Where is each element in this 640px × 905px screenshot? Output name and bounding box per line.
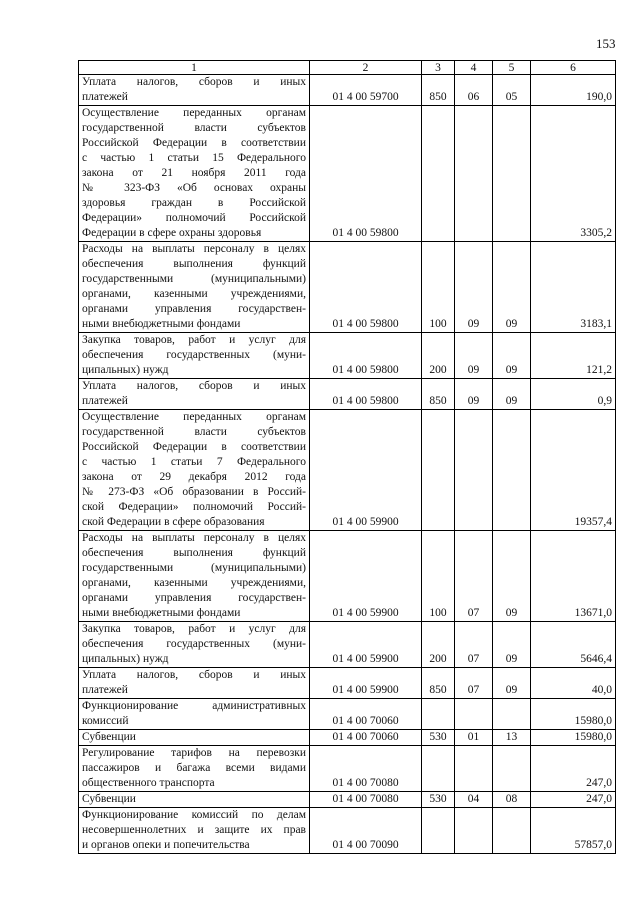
expense-name-line: ской Федерации в сфере образования xyxy=(82,516,265,528)
expense-name-cell xyxy=(79,699,310,730)
expense-type-cell xyxy=(422,410,455,531)
section-cell: 07 xyxy=(455,622,493,668)
subsection-cell: 09 xyxy=(493,379,531,410)
amount-cell: 40,0 xyxy=(531,668,616,699)
expense-name-line: органами, казенными учреждениями, xyxy=(82,288,306,300)
subsection-cell xyxy=(493,699,531,730)
table-row xyxy=(79,410,616,531)
expense-name-line: органами, казенными учреждениями, xyxy=(82,577,306,589)
expense-type-cell: 850 xyxy=(422,668,455,699)
expense-name-line: Расходы на выплаты персоналу в целях xyxy=(82,243,306,255)
amount-cell: 57857,0 xyxy=(531,808,616,854)
section-cell: 06 xyxy=(455,75,493,106)
expense-name-line: органами управления государствен- xyxy=(82,592,306,604)
expense-name-line: государственной власти субъектов xyxy=(82,426,306,438)
section-cell: 04 xyxy=(455,792,493,808)
expense-name-line: Субвенции xyxy=(82,731,136,743)
table-row xyxy=(79,622,616,668)
target-code-cell: 01 4 00 59900 xyxy=(310,622,422,668)
header-col-1: 1 xyxy=(79,61,310,75)
expense-name-line: Федерации в сфере охраны здоровья xyxy=(82,227,262,239)
amount-cell: 15980,0 xyxy=(531,699,616,730)
table-row xyxy=(79,792,616,808)
expense-name-line: Осуществление переданных органам xyxy=(82,107,306,119)
expense-name-line: Закупка товаров, работ и услуг для xyxy=(82,623,306,635)
expense-name-line: несовершеннолетних и защите их прав xyxy=(82,824,306,836)
expense-name-line: здоровья граждан в Российской xyxy=(82,197,306,209)
expense-name-cell xyxy=(79,531,310,622)
expense-type-cell: 100 xyxy=(422,531,455,622)
target-code-cell: 01 4 00 59900 xyxy=(310,531,422,622)
section-cell: 07 xyxy=(455,531,493,622)
header-col-2: 2 xyxy=(310,61,422,75)
section-cell xyxy=(455,699,493,730)
expense-name-line: ными внебюджетными фондами xyxy=(82,318,241,330)
expense-name-line: закона от 21 ноября 2011 года xyxy=(82,167,306,179)
expense-name-line: обеспечения государственных (муни- xyxy=(82,638,306,650)
section-cell: 09 xyxy=(455,333,493,379)
amount-cell: 19357,4 xyxy=(531,410,616,531)
section-cell: 09 xyxy=(455,379,493,410)
subsection-cell xyxy=(493,410,531,531)
subsection-cell xyxy=(493,106,531,242)
expense-name-line: государственной власти субъектов xyxy=(82,122,306,134)
expense-name-line: обеспечения государственных (муни- xyxy=(82,349,306,361)
subsection-cell: 09 xyxy=(493,242,531,333)
expense-name-line: Функционирование комиссий по делам xyxy=(82,809,306,821)
amount-cell: 0,9 xyxy=(531,379,616,410)
expense-type-cell: 850 xyxy=(422,75,455,106)
expense-name-line: Российской Федерации в соответствии xyxy=(82,137,306,149)
target-code-cell: 01 4 00 70080 xyxy=(310,746,422,792)
amount-cell: 247,0 xyxy=(531,746,616,792)
section-cell xyxy=(455,746,493,792)
target-code-cell: 01 4 00 59900 xyxy=(310,668,422,699)
expense-name-line: № 273-ФЗ «Об образовании в Россий- xyxy=(82,486,306,498)
expense-type-cell xyxy=(422,746,455,792)
subsection-cell: 09 xyxy=(493,622,531,668)
expense-name-line: Уплата налогов, сборов и иных xyxy=(82,380,306,392)
section-cell: 09 xyxy=(455,242,493,333)
target-code-cell: 01 4 00 59800 xyxy=(310,242,422,333)
table-row xyxy=(79,379,616,410)
expense-name-line: ными внебюджетными фондами xyxy=(82,607,241,619)
table-row xyxy=(79,730,616,746)
subsection-cell: 09 xyxy=(493,668,531,699)
expense-name-line: обеспечения выполнения функций xyxy=(82,258,306,270)
expense-type-cell: 530 xyxy=(422,792,455,808)
expense-name-line: Уплата налогов, сборов и иных xyxy=(82,669,306,681)
amount-cell: 13671,0 xyxy=(531,531,616,622)
target-code-cell: 01 4 00 70080 xyxy=(310,792,422,808)
expense-name-cell xyxy=(79,668,310,699)
expense-name-line: общественного транспорта xyxy=(82,777,215,789)
expense-name-line: платежей xyxy=(82,91,128,103)
header-row xyxy=(79,61,616,75)
table-row xyxy=(79,242,616,333)
table-row xyxy=(79,668,616,699)
expense-name-cell xyxy=(79,410,310,531)
budget-table xyxy=(78,60,616,854)
expense-name-cell xyxy=(79,730,310,746)
expense-name-line: обеспечения выполнения функций xyxy=(82,547,306,559)
expense-type-cell xyxy=(422,699,455,730)
expense-name-line: закона от 29 декабря 2012 года xyxy=(82,471,306,483)
expense-name-line: государственными (муниципальными) xyxy=(82,273,306,285)
subsection-cell: 09 xyxy=(493,333,531,379)
expense-name-line: с частью 1 статьи 15 Федерального xyxy=(82,152,306,164)
subsection-cell: 05 xyxy=(493,75,531,106)
expense-type-cell: 200 xyxy=(422,622,455,668)
page-number: 153 xyxy=(596,36,616,51)
expense-type-cell: 200 xyxy=(422,333,455,379)
amount-cell: 15980,0 xyxy=(531,730,616,746)
target-code-cell: 01 4 00 59700 xyxy=(310,75,422,106)
section-cell xyxy=(455,808,493,854)
expense-type-cell xyxy=(422,808,455,854)
expense-name-line: Российской Федерации в соответствии xyxy=(82,441,306,453)
target-code-cell: 01 4 00 70060 xyxy=(310,730,422,746)
table-row xyxy=(79,531,616,622)
expense-name-cell xyxy=(79,333,310,379)
table-row xyxy=(79,808,616,854)
subsection-cell xyxy=(493,808,531,854)
section-cell: 07 xyxy=(455,668,493,699)
header-col-4: 4 xyxy=(455,61,493,75)
header-col-5: 5 xyxy=(493,61,531,75)
subsection-cell xyxy=(493,746,531,792)
header-col-6: 6 xyxy=(531,61,616,75)
subsection-cell: 08 xyxy=(493,792,531,808)
target-code-cell: 01 4 00 59800 xyxy=(310,333,422,379)
amount-cell: 190,0 xyxy=(531,75,616,106)
expense-name-cell xyxy=(79,622,310,668)
subsection-cell: 13 xyxy=(493,730,531,746)
expense-type-cell xyxy=(422,106,455,242)
expense-name-line: Федерации» полномочий Российской xyxy=(82,212,306,224)
expense-name-line: № 323-ФЗ «Об основах охраны xyxy=(82,182,306,194)
expense-name-line: пассажиров и багажа всеми видами xyxy=(82,762,306,774)
amount-cell: 3183,1 xyxy=(531,242,616,333)
expense-name-line: Расходы на выплаты персоналу в целях xyxy=(82,532,306,544)
expense-name-line: Осуществление переданных органам xyxy=(82,411,306,423)
section-cell xyxy=(455,106,493,242)
table-row xyxy=(79,106,616,242)
target-code-cell: 01 4 00 59800 xyxy=(310,106,422,242)
expense-name-line: комиссий xyxy=(82,715,129,727)
expense-type-cell: 530 xyxy=(422,730,455,746)
amount-cell: 121,2 xyxy=(531,333,616,379)
expense-name-line: Субвенции xyxy=(82,793,136,805)
expense-name-cell xyxy=(79,792,310,808)
expense-name-line: Закупка товаров, работ и услуг для xyxy=(82,334,306,346)
expense-name-line: платежей xyxy=(82,395,128,407)
expense-type-cell: 100 xyxy=(422,242,455,333)
expense-name-line: Уплата налогов, сборов и иных xyxy=(82,76,306,88)
expense-name-cell xyxy=(79,746,310,792)
header-col-3: 3 xyxy=(422,61,455,75)
expense-name-line: Регулирование тарифов на перевозки xyxy=(82,747,306,759)
target-code-cell: 01 4 00 70090 xyxy=(310,808,422,854)
table-row xyxy=(79,333,616,379)
section-cell xyxy=(455,410,493,531)
target-code-cell: 01 4 00 70060 xyxy=(310,699,422,730)
table-row xyxy=(79,746,616,792)
section-cell: 01 xyxy=(455,730,493,746)
expense-type-cell: 850 xyxy=(422,379,455,410)
expense-name-line: ципальных) нужд xyxy=(82,653,169,665)
table-row xyxy=(79,75,616,106)
table-row xyxy=(79,699,616,730)
amount-cell: 3305,2 xyxy=(531,106,616,242)
expense-name-line: ципальных) нужд xyxy=(82,364,169,376)
amount-cell: 5646,4 xyxy=(531,622,616,668)
expense-name-line: с частью 1 статьи 7 Федерального xyxy=(82,456,306,468)
expense-name-line: платежей xyxy=(82,684,128,696)
target-code-cell: 01 4 00 59900 xyxy=(310,410,422,531)
expense-name-cell xyxy=(79,379,310,410)
expense-name-line: ской Федерации» полномочий Россий- xyxy=(82,501,306,513)
expense-name-cell xyxy=(79,242,310,333)
expense-name-cell xyxy=(79,75,310,106)
expense-name-line: Функционирование административных xyxy=(82,700,306,712)
expense-name-cell xyxy=(79,106,310,242)
expense-name-line: органами управления государствен- xyxy=(82,303,306,315)
amount-cell: 247,0 xyxy=(531,792,616,808)
subsection-cell: 09 xyxy=(493,531,531,622)
expense-name-line: государственными (муниципальными) xyxy=(82,562,306,574)
expense-name-cell xyxy=(79,808,310,854)
target-code-cell: 01 4 00 59800 xyxy=(310,379,422,410)
expense-name-line: и органов опеки и попечительства xyxy=(82,839,250,851)
